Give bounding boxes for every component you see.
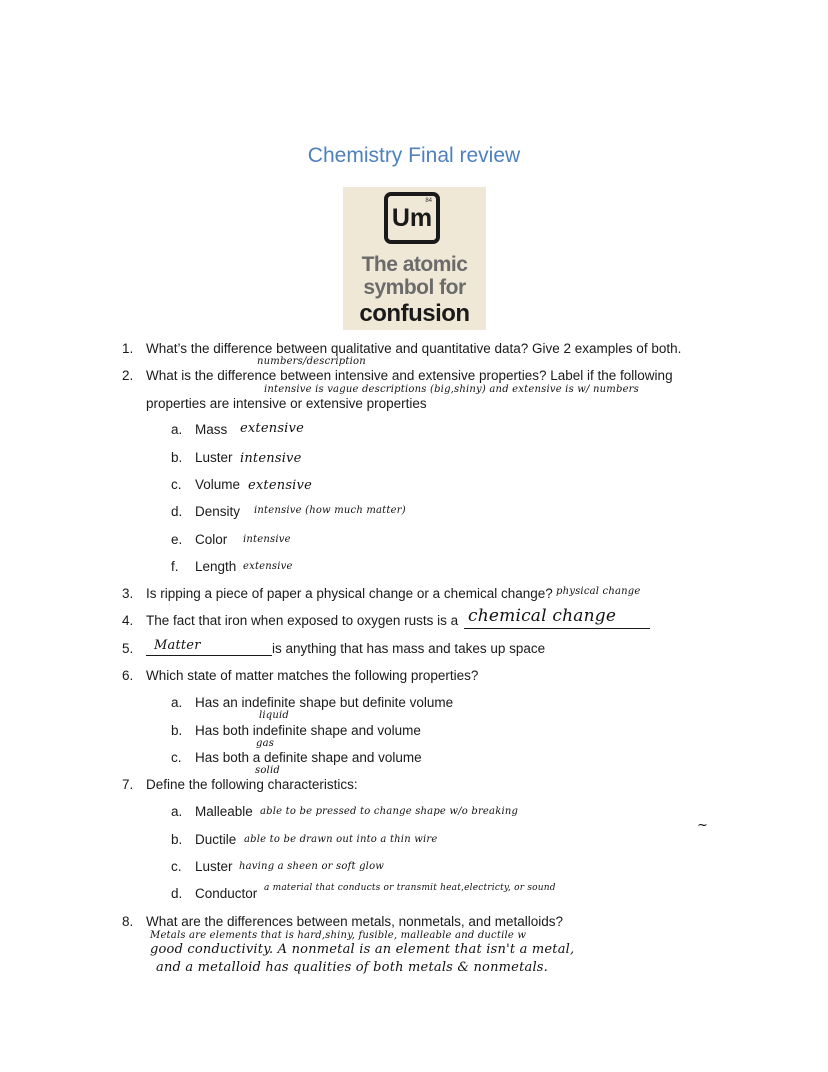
answer-blank-line — [146, 655, 272, 656]
handwritten-answer: having a sheen or soft glow — [239, 861, 385, 872]
handwritten-answer: physical change — [556, 586, 641, 597]
handwritten-answer: solid — [255, 765, 280, 776]
handwritten-answer-line: and a metalloid has qualities of both metals & nonmetals. — [156, 960, 549, 975]
handwritten-answer: gas — [256, 738, 275, 749]
item-label: Luster — [195, 859, 233, 874]
item-label: Color — [195, 532, 228, 547]
question-text: Define the following characteristics: — [146, 777, 358, 792]
handwritten-answer: liquid — [259, 710, 290, 721]
handwritten-answer: extensive — [248, 478, 312, 493]
question-number: 6. — [122, 668, 134, 683]
question-text: Which state of matter matches the following properties? — [146, 668, 479, 683]
margin-mark: ~ — [697, 818, 709, 833]
item-label: Malleable — [195, 804, 253, 819]
question-text: What is the difference between intensive and extensive properties? Label if the following — [146, 368, 673, 383]
handwritten-answer: numbers/description — [257, 356, 366, 367]
question-number: 2. — [122, 368, 134, 383]
question-number: 8. — [122, 914, 134, 929]
logo-line-1: The atomic — [361, 253, 468, 276]
item-letter: a. — [171, 422, 183, 437]
question-number: 1. — [122, 341, 134, 356]
item-letter: b. — [171, 450, 183, 465]
question-text: What are the differences between metals, nonmetals, and metalloids? — [146, 914, 563, 929]
element-symbol: Um — [391, 204, 433, 232]
item-letter: b. — [171, 832, 183, 847]
page-title: Chemistry Final review — [307, 144, 521, 167]
handwritten-answer: able to be pressed to change shape w/o breaking — [260, 806, 519, 817]
item-label: Has an indefinite shape but definite volume — [195, 695, 454, 710]
question-number: 5. — [122, 641, 134, 656]
item-letter: f. — [171, 559, 179, 574]
item-label: Density — [195, 504, 241, 519]
atomic-number: 84 — [425, 198, 432, 204]
item-label: Volume — [195, 477, 241, 492]
handwritten-answer: intensive — [243, 534, 291, 545]
handwritten-answer: intensive — [240, 451, 302, 466]
item-label: Ductile — [195, 832, 237, 847]
handwritten-answer: chemical change — [468, 606, 617, 626]
handwritten-answer-line: Metals are elements that is hard,shiny, fusible, malleable and ductile w — [150, 930, 527, 941]
question-number: 7. — [122, 777, 134, 792]
item-label: Mass — [195, 422, 228, 437]
handwritten-answer: Matter — [154, 638, 201, 653]
handwritten-answer: able to be drawn out into a thin wire — [244, 834, 438, 845]
handwritten-answer: extensive — [243, 561, 293, 572]
handwritten-answer: extensive — [240, 421, 304, 436]
handwritten-answer: a material that conducts or transmit heat,electricty, or sound — [264, 883, 556, 893]
question-text-cont: properties are intensive or extensive properties — [146, 396, 427, 411]
item-letter: c. — [171, 477, 182, 492]
question-text: Is ripping a piece of paper a physical change or a chemical change? — [146, 586, 553, 601]
item-label: Has both indefinite shape and volume — [195, 723, 421, 738]
logo-line-2: symbol for — [363, 276, 466, 299]
item-letter: b. — [171, 723, 183, 738]
item-label: Luster — [195, 450, 233, 465]
item-letter: a. — [171, 695, 183, 710]
confusion-logo-image — [343, 187, 486, 330]
question-number: 4. — [122, 613, 134, 628]
question-text: What’s the difference between qualitative and quantitative data? Give 2 examples of both. — [146, 341, 682, 356]
question-number: 3. — [122, 586, 134, 601]
logo-line-3: confusion — [359, 300, 470, 327]
item-label: Conductor — [195, 886, 258, 901]
handwritten-answer: intensive (how much matter) — [254, 505, 406, 516]
item-letter: c. — [171, 859, 182, 874]
item-letter: d. — [171, 886, 183, 901]
answer-blank-line — [464, 628, 650, 629]
item-letter: c. — [171, 750, 182, 765]
question-text: is anything that has mass and takes up space — [272, 641, 546, 656]
handwritten-answer-line: good conductivity. A nonmetal is an element that isn't a metal, — [150, 942, 575, 957]
item-label: Length — [195, 559, 237, 574]
item-letter: e. — [171, 532, 183, 547]
item-letter: d. — [171, 504, 183, 519]
item-label: Has both a definite shape and volume — [195, 750, 422, 765]
question-text: The fact that iron when exposed to oxygen rusts is a — [146, 613, 459, 628]
item-letter: a. — [171, 804, 183, 819]
element-box — [384, 192, 440, 244]
handwritten-answer: intensive is vague descriptions (big,shiny) and extensive is w/ numbers — [264, 384, 639, 395]
